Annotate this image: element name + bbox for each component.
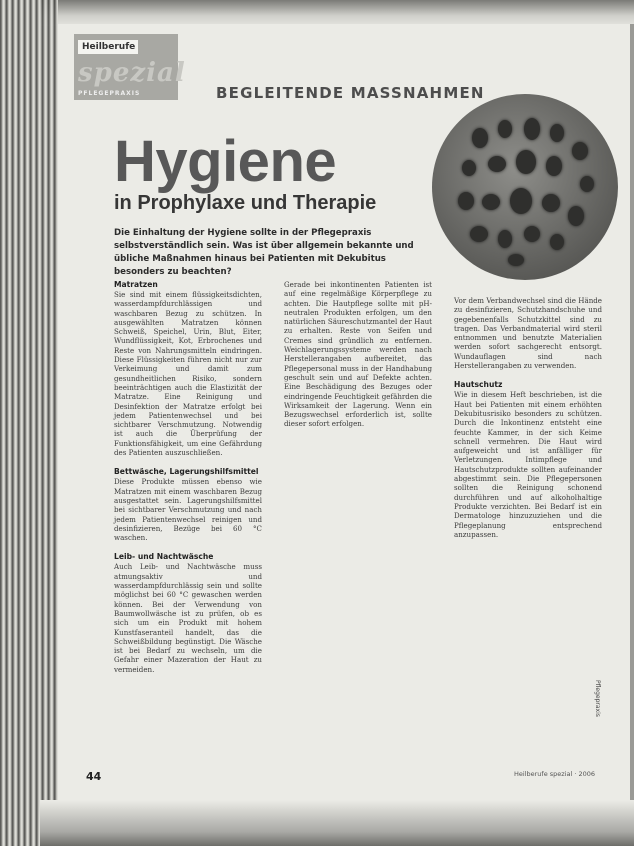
section-heading: Leib- und Nachtwäsche	[114, 552, 214, 562]
section-text: Wie in diesem Heft beschrieben, ist die Haut bei Patienten mit einem erhöhten Dekubitusrisiko besonders zu schützen. Durch die Inkontinenz entsteht eine feuchte Kammer, in der sich Keime schnell vermehren. Die Haut wird aufgeweicht und ist anfälliger für Verletzungen. Intimpflege und Hautschutzprodukte sollten aufeinander abgestimmt sein. Die Pflegepersonen sollten die Reinigung schonend durchführen und auf alkoholhaltige Produkte verzichten. Bei Bedarf ist ein Dermatologe hinzuzuziehen und die Pflegeplanung entsprechend anzupassen.	[454, 390, 602, 539]
article-kicker: BEGLEITENDE MASSNAHMEN	[216, 84, 485, 102]
article-column-2	[284, 280, 432, 439]
magazine-brand	[74, 34, 186, 100]
petri-dish-photo	[432, 94, 618, 280]
article-column-1	[114, 280, 262, 684]
page-stack-edge	[0, 0, 58, 846]
section-heading: Hautschutz	[454, 380, 503, 390]
article-title: Hygiene	[114, 129, 337, 194]
side-tag: Pflegepraxis	[594, 680, 601, 717]
article-subtitle: in Prophylaxe und Therapie	[114, 192, 377, 214]
article-lead: Die Einhaltung der Hygiene sollte in der Pflegepraxis selbstverständlich sein. Was ist über allgemein bekannte und übliche Maßnahmen hinaus bei Patienten mit Dekubitus besonders zu beachten?	[114, 228, 414, 277]
section-heading: Matratzen	[114, 280, 158, 289]
page-stack-top	[40, 0, 634, 26]
brand-word: spezial	[78, 58, 186, 88]
page-stack-bottom	[40, 800, 634, 846]
page-right-edge	[630, 24, 634, 806]
brand-subline: PFLEGEPRAXIS	[78, 90, 141, 97]
section-text: Auch Leib- und Nachtwäsche muss atmungsaktiv und wasserdampfdurchlässig sein und sollte möglichst bei 60 °C gewaschen werden können. Bei der Verwendung von Baumwollwäsche ist zu prüfen, ob es sich um ein Produkt mit hohem Kunstfaseranteil handelt, das die Schweißbildung begünstigt. Die Wäsche ist bei Bedarf zu wechseln, um die Gefahr einer Mazeration der Haut zu vermeiden.	[114, 562, 262, 674]
page-number: 44	[86, 770, 102, 783]
brand-label: Heilberufe	[78, 40, 138, 54]
section-text: Vor dem Verbandwechsel sind die Hände zu desinfizieren, Schutzhandschuhe und gegebenenfalls Schutzkittel sind zu tragen. Das Verbandmaterial wird steril entnommen und benutzte Materialien werden sofort sachgerecht entsorgt. Wundauflagen sind nach Herstellerangaben zu verwenden.	[454, 296, 602, 371]
section-text: Diese Produkte müssen ebenso wie Matratzen mit einem waschbaren Bezug ausgestattet sein. Lagerungshilfsmittel bei sichtbarer Verschmutzung und nach jedem Patientenwechsel reinigen und desinfizieren, Bezüge bei 60 °C waschen.	[114, 477, 262, 543]
journal-footer: Heilberufe spezial · 2006	[514, 770, 596, 778]
section-heading: Bettwäsche, Lagerungshilfsmittel	[114, 467, 259, 477]
article-column-3	[454, 296, 602, 549]
section-text: Sie sind mit einem flüssigkeitsdichten, wasserdampfdurchlässigen und waschbaren Bezug zu schützen. In ausgewählten Matratzen können Schweiß, Speichel, Urin, Blut, Eiter, Wundflüssigkeit, Kot, Erbrochenes und Reste von Nahrungsmitteln eindringen. Diese Flüssigkeiten führen nicht nur zur Verkeimung und damit zum gesundheitlichen Risiko, sondern beeinträchtigen auch die Elastizität der Matratze. Eine Reinigung und Desinfektion der Matratze erfolgt bei jedem Patientenwechsel und bei sichtbarer Verschmutzung. Notwendig ist auch die Überprüfung der Funktionsfähigkeit, um eine Gefährdung des Patienten auszuschließen.	[114, 290, 262, 458]
section-text: Gerade bei inkontinenten Patienten ist auf eine regelmäßige Körperpflege zu achten. Die Hautpflege sollte mit pH-neutralen Produkten erfolgen, um den natürlichen Säureschutzmantel der Haut zu erhalten. Reste von Seifen und Cremes sind gründlich zu entfernen. Weichlagerungssysteme werden nach Herstellerangaben aufbereitet, das Pflegepersonal muss in der Handhabung geschult sein und auf Defekte achten. Eine Beschädigung des Bezuges oder eindringende Feuchtigkeit gefährden die Wirksamkeit der Lagerung. Wenn ein Bezugswechsel erforderlich ist, sollte dieser sofort erfolgen.	[284, 280, 432, 429]
